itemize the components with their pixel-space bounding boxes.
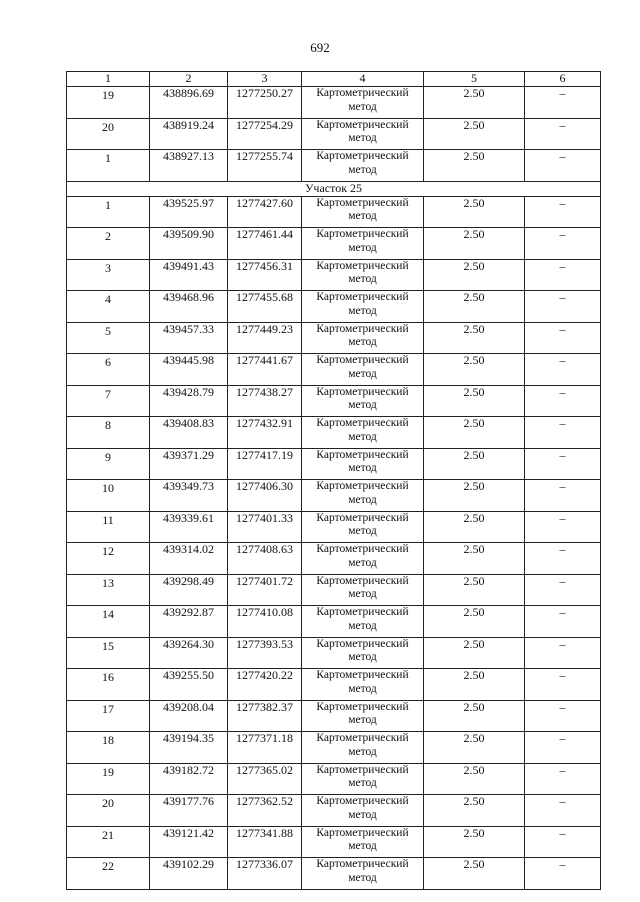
table-row bbox=[67, 354, 601, 386]
accuracy-cell: 2.50 bbox=[424, 826, 525, 858]
header-cell: 6 bbox=[525, 72, 601, 87]
point-number-cell: 2 bbox=[67, 228, 150, 260]
method-cell: Картометрический метод bbox=[302, 858, 424, 890]
accuracy-cell: 2.50 bbox=[424, 322, 525, 354]
point-number-cell: 3 bbox=[67, 259, 150, 291]
y-coordinate-cell: 1277393.53 bbox=[228, 637, 302, 669]
accuracy-cell: 2.50 bbox=[424, 732, 525, 764]
x-coordinate-cell: 439491.43 bbox=[150, 259, 228, 291]
accuracy-cell: 2.50 bbox=[424, 795, 525, 827]
x-coordinate-cell: 439292.87 bbox=[150, 606, 228, 638]
table-row bbox=[67, 574, 601, 606]
x-coordinate-cell: 439371.29 bbox=[150, 448, 228, 480]
accuracy-cell: 2.50 bbox=[424, 259, 525, 291]
accuracy-cell: 2.50 bbox=[424, 196, 525, 228]
accuracy-cell: 2.50 bbox=[424, 228, 525, 260]
method-cell: Картометрический метод bbox=[302, 543, 424, 575]
method-cell: Картометрический метод bbox=[302, 259, 424, 291]
point-number-cell: 5 bbox=[67, 322, 150, 354]
y-coordinate-cell: 1277406.30 bbox=[228, 480, 302, 512]
point-number-cell: 16 bbox=[67, 669, 150, 701]
description-cell: – bbox=[525, 858, 601, 890]
header-cell: 5 bbox=[424, 72, 525, 87]
description-cell: – bbox=[525, 795, 601, 827]
y-coordinate-cell: 1277408.63 bbox=[228, 543, 302, 575]
y-coordinate-cell: 1277427.60 bbox=[228, 196, 302, 228]
description-cell: – bbox=[525, 354, 601, 386]
method-cell: Картометрический метод bbox=[302, 700, 424, 732]
y-coordinate-cell: 1277410.08 bbox=[228, 606, 302, 638]
method-cell: Картометрический метод bbox=[302, 606, 424, 638]
point-number-cell: 6 bbox=[67, 354, 150, 386]
description-cell: – bbox=[525, 448, 601, 480]
y-coordinate-cell: 1277362.52 bbox=[228, 795, 302, 827]
accuracy-cell: 2.50 bbox=[424, 637, 525, 669]
x-coordinate-cell: 438927.13 bbox=[150, 150, 228, 182]
description-cell: – bbox=[525, 574, 601, 606]
header-cell: 1 bbox=[67, 72, 150, 87]
method-cell: Картометрический метод bbox=[302, 322, 424, 354]
x-coordinate-cell: 439194.35 bbox=[150, 732, 228, 764]
point-number-cell: 9 bbox=[67, 448, 150, 480]
x-coordinate-cell: 439445.98 bbox=[150, 354, 228, 386]
method-cell: Картометрический метод bbox=[302, 480, 424, 512]
description-cell: – bbox=[525, 87, 601, 119]
accuracy-cell: 2.50 bbox=[424, 700, 525, 732]
description-cell: – bbox=[525, 417, 601, 449]
x-coordinate-cell: 439255.50 bbox=[150, 669, 228, 701]
y-coordinate-cell: 1277441.67 bbox=[228, 354, 302, 386]
method-cell: Картометрический метод bbox=[302, 354, 424, 386]
accuracy-cell: 2.50 bbox=[424, 511, 525, 543]
y-coordinate-cell: 1277255.74 bbox=[228, 150, 302, 182]
point-number-cell: 1 bbox=[67, 196, 150, 228]
x-coordinate-cell: 439525.97 bbox=[150, 196, 228, 228]
description-cell: – bbox=[525, 543, 601, 575]
method-cell: Картометрический метод bbox=[302, 448, 424, 480]
point-number-cell: 20 bbox=[67, 795, 150, 827]
y-coordinate-cell: 1277250.27 bbox=[228, 87, 302, 119]
x-coordinate-cell: 439408.83 bbox=[150, 417, 228, 449]
point-number-cell: 4 bbox=[67, 291, 150, 323]
point-number-cell: 21 bbox=[67, 826, 150, 858]
point-number-cell: 13 bbox=[67, 574, 150, 606]
table-row bbox=[67, 763, 601, 795]
x-coordinate-cell: 439349.73 bbox=[150, 480, 228, 512]
x-coordinate-cell: 439428.79 bbox=[150, 385, 228, 417]
accuracy-cell: 2.50 bbox=[424, 417, 525, 449]
section-title: Участок 25 bbox=[67, 181, 601, 196]
accuracy-cell: 2.50 bbox=[424, 354, 525, 386]
table-row bbox=[67, 291, 601, 323]
description-cell: – bbox=[525, 322, 601, 354]
accuracy-cell: 2.50 bbox=[424, 669, 525, 701]
table-row bbox=[67, 196, 601, 228]
point-number-cell: 18 bbox=[67, 732, 150, 764]
x-coordinate-cell: 439264.30 bbox=[150, 637, 228, 669]
method-cell: Картометрический метод bbox=[302, 118, 424, 150]
table-row bbox=[67, 87, 601, 119]
table-row bbox=[67, 322, 601, 354]
point-number-cell: 19 bbox=[67, 763, 150, 795]
table-row bbox=[67, 700, 601, 732]
point-number-cell: 22 bbox=[67, 858, 150, 890]
method-cell: Картометрический метод bbox=[302, 637, 424, 669]
accuracy-cell: 2.50 bbox=[424, 385, 525, 417]
description-cell: – bbox=[525, 700, 601, 732]
table-row bbox=[67, 417, 601, 449]
y-coordinate-cell: 1277417.19 bbox=[228, 448, 302, 480]
accuracy-cell: 2.50 bbox=[424, 448, 525, 480]
y-coordinate-cell: 1277401.33 bbox=[228, 511, 302, 543]
x-coordinate-cell: 439121.42 bbox=[150, 826, 228, 858]
table-body bbox=[67, 72, 601, 890]
point-number-cell: 10 bbox=[67, 480, 150, 512]
y-coordinate-cell: 1277438.27 bbox=[228, 385, 302, 417]
method-cell: Картометрический метод bbox=[302, 228, 424, 260]
accuracy-cell: 2.50 bbox=[424, 543, 525, 575]
header-cell: 2 bbox=[150, 72, 228, 87]
method-cell: Картометрический метод bbox=[302, 196, 424, 228]
description-cell: – bbox=[525, 196, 601, 228]
description-cell: – bbox=[525, 150, 601, 182]
y-coordinate-cell: 1277461.44 bbox=[228, 228, 302, 260]
y-coordinate-cell: 1277455.68 bbox=[228, 291, 302, 323]
accuracy-cell: 2.50 bbox=[424, 87, 525, 119]
x-coordinate-cell: 439468.96 bbox=[150, 291, 228, 323]
description-cell: – bbox=[525, 669, 601, 701]
point-number-cell: 7 bbox=[67, 385, 150, 417]
method-cell: Картометрический метод bbox=[302, 511, 424, 543]
accuracy-cell: 2.50 bbox=[424, 118, 525, 150]
description-cell: – bbox=[525, 480, 601, 512]
x-coordinate-cell: 439509.90 bbox=[150, 228, 228, 260]
accuracy-cell: 2.50 bbox=[424, 858, 525, 890]
description-cell: – bbox=[525, 826, 601, 858]
y-coordinate-cell: 1277336.07 bbox=[228, 858, 302, 890]
x-coordinate-cell: 439298.49 bbox=[150, 574, 228, 606]
table-row bbox=[67, 228, 601, 260]
y-coordinate-cell: 1277420.22 bbox=[228, 669, 302, 701]
point-number-cell: 15 bbox=[67, 637, 150, 669]
y-coordinate-cell: 1277401.72 bbox=[228, 574, 302, 606]
x-coordinate-cell: 439208.04 bbox=[150, 700, 228, 732]
point-number-cell: 19 bbox=[67, 87, 150, 119]
y-coordinate-cell: 1277254.29 bbox=[228, 118, 302, 150]
x-coordinate-cell: 439457.33 bbox=[150, 322, 228, 354]
x-coordinate-cell: 439339.61 bbox=[150, 511, 228, 543]
page-number: 692 bbox=[310, 40, 330, 55]
accuracy-cell: 2.50 bbox=[424, 574, 525, 606]
header-cell: 3 bbox=[228, 72, 302, 87]
point-number-cell: 11 bbox=[67, 511, 150, 543]
method-cell: Картометрический метод bbox=[302, 826, 424, 858]
table-row bbox=[67, 385, 601, 417]
table-header-row bbox=[67, 72, 601, 87]
table-row bbox=[67, 858, 601, 890]
table-row bbox=[67, 511, 601, 543]
description-cell: – bbox=[525, 763, 601, 795]
table-row bbox=[67, 606, 601, 638]
table-row bbox=[67, 669, 601, 701]
method-cell: Картометрический метод bbox=[302, 87, 424, 119]
y-coordinate-cell: 1277432.91 bbox=[228, 417, 302, 449]
description-cell: – bbox=[525, 511, 601, 543]
description-cell: – bbox=[525, 291, 601, 323]
description-cell: – bbox=[525, 118, 601, 150]
table-row bbox=[67, 448, 601, 480]
accuracy-cell: 2.50 bbox=[424, 606, 525, 638]
x-coordinate-cell: 438919.24 bbox=[150, 118, 228, 150]
method-cell: Картометрический метод bbox=[302, 763, 424, 795]
y-coordinate-cell: 1277371.18 bbox=[228, 732, 302, 764]
x-coordinate-cell: 438896.69 bbox=[150, 87, 228, 119]
header-cell: 4 bbox=[302, 72, 424, 87]
table-row bbox=[67, 259, 601, 291]
y-coordinate-cell: 1277382.37 bbox=[228, 700, 302, 732]
method-cell: Картометрический метод bbox=[302, 417, 424, 449]
x-coordinate-cell: 439177.76 bbox=[150, 795, 228, 827]
table-row bbox=[67, 826, 601, 858]
accuracy-cell: 2.50 bbox=[424, 763, 525, 795]
table-row bbox=[67, 118, 601, 150]
table-row bbox=[67, 150, 601, 182]
method-cell: Картометрический метод bbox=[302, 795, 424, 827]
x-coordinate-cell: 439314.02 bbox=[150, 543, 228, 575]
method-cell: Картометрический метод bbox=[302, 150, 424, 182]
point-number-cell: 1 bbox=[67, 150, 150, 182]
method-cell: Картометрический метод bbox=[302, 669, 424, 701]
description-cell: – bbox=[525, 228, 601, 260]
accuracy-cell: 2.50 bbox=[424, 150, 525, 182]
method-cell: Картометрический метод bbox=[302, 732, 424, 764]
description-cell: – bbox=[525, 606, 601, 638]
table-row bbox=[67, 732, 601, 764]
x-coordinate-cell: 439102.29 bbox=[150, 858, 228, 890]
point-number-cell: 12 bbox=[67, 543, 150, 575]
accuracy-cell: 2.50 bbox=[424, 291, 525, 323]
point-number-cell: 14 bbox=[67, 606, 150, 638]
table-row bbox=[67, 637, 601, 669]
coordinates-table bbox=[66, 71, 601, 890]
description-cell: – bbox=[525, 732, 601, 764]
description-cell: – bbox=[525, 637, 601, 669]
accuracy-cell: 2.50 bbox=[424, 480, 525, 512]
table-row bbox=[67, 480, 601, 512]
method-cell: Картометрический метод bbox=[302, 574, 424, 606]
x-coordinate-cell: 439182.72 bbox=[150, 763, 228, 795]
y-coordinate-cell: 1277449.23 bbox=[228, 322, 302, 354]
y-coordinate-cell: 1277365.02 bbox=[228, 763, 302, 795]
description-cell: – bbox=[525, 259, 601, 291]
section-row bbox=[67, 181, 601, 196]
point-number-cell: 8 bbox=[67, 417, 150, 449]
table-row bbox=[67, 543, 601, 575]
method-cell: Картометрический метод bbox=[302, 385, 424, 417]
table-row bbox=[67, 795, 601, 827]
description-cell: – bbox=[525, 385, 601, 417]
point-number-cell: 20 bbox=[67, 118, 150, 150]
method-cell: Картометрический метод bbox=[302, 291, 424, 323]
point-number-cell: 17 bbox=[67, 700, 150, 732]
y-coordinate-cell: 1277456.31 bbox=[228, 259, 302, 291]
y-coordinate-cell: 1277341.88 bbox=[228, 826, 302, 858]
